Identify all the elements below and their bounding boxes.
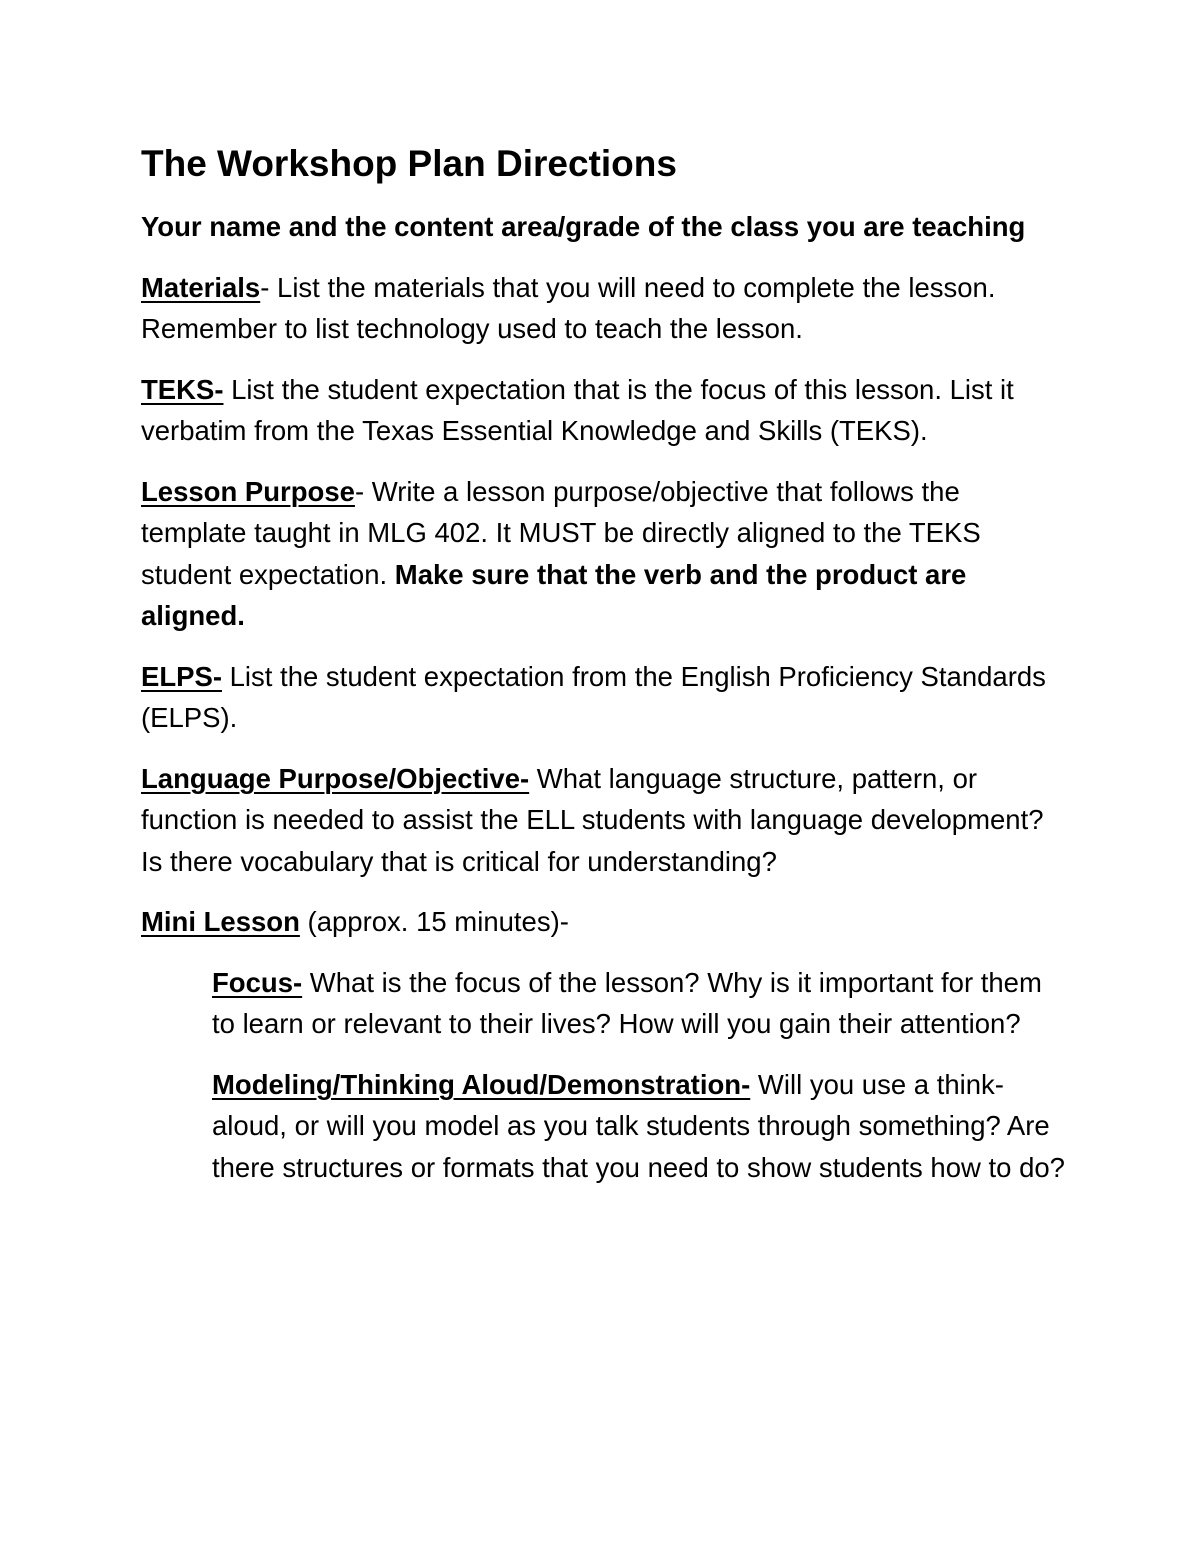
materials-section (141, 267, 1071, 350)
modeling-text: Will you use a think-aloud, or will you model as you talk students through something? Are there structures or formats that you need to show students how to do? (212, 1068, 1065, 1183)
focus-section (212, 962, 1071, 1045)
language-purpose-text: What language structure, pattern, or function is needed to assist the ELL students with language development? Is there vocabulary that is critical for understanding? (141, 762, 1044, 877)
elps-section (141, 656, 1071, 739)
intro-line: Your name and the content area/grade of the class you are teaching (141, 211, 1026, 242)
mini-lesson-text: (approx. 15 minutes)- (299, 906, 569, 937)
materials-text: - List the materials that you will need to complete the lesson. Remember to list technology used to teach the lesson. (141, 271, 996, 344)
mini-lesson-section (141, 901, 1071, 943)
lesson-purpose-label: Lesson Purpose (141, 475, 355, 507)
lesson-purpose-emphasis: Make sure that the verb and the product are aligned. (141, 558, 967, 631)
focus-text: What is the focus of the lesson? Why is it important for them to learn or relevant to their lives? How will you gain their attention? (212, 966, 1042, 1039)
teks-text: List the student expectation that is the focus of this lesson. List it verbatim from the Texas Essential Knowledge and Skills (TEKS). (141, 373, 1014, 446)
teks-label: TEKS- (141, 373, 224, 405)
materials-label: Materials (141, 271, 261, 303)
teks-section (141, 369, 1071, 452)
document-title: The Workshop Plan Directions (141, 143, 677, 184)
language-purpose-section (141, 758, 1071, 883)
modeling-label: Modeling/Thinking Aloud/Demonstration- (212, 1068, 751, 1100)
lesson-purpose-text: - Write a lesson purpose/objective that follows the template taught in MLG 402. It MUST be directly aligned to the TEKS student expectation. (141, 475, 981, 590)
lesson-purpose-section (141, 471, 1071, 637)
elps-label: ELPS- (141, 660, 222, 692)
document-body (141, 140, 1071, 1207)
language-purpose-label: Language Purpose/Objective- (141, 762, 530, 794)
modeling-section (212, 1064, 1071, 1189)
elps-text: List the student expectation from the English Proficiency Standards (ELPS). (141, 660, 1046, 733)
mini-lesson-label: Mini Lesson (141, 906, 300, 937)
focus-label: Focus- (212, 966, 303, 998)
